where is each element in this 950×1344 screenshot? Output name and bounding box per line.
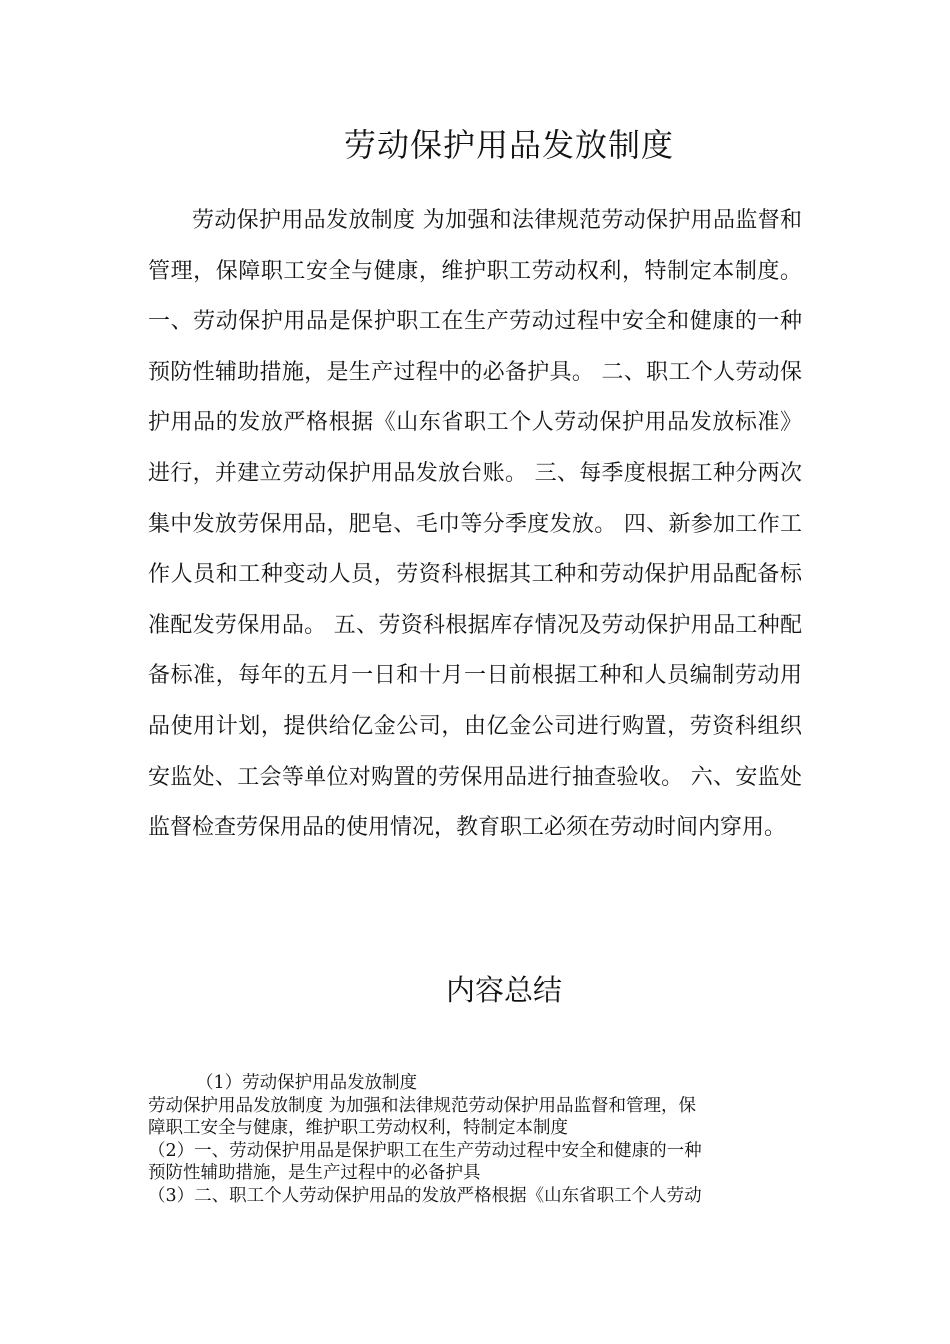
summary-heading: （1）劳动保护用品发放制度 <box>196 1073 418 1093</box>
summary-line: （2）一、劳动保护用品是保护职工在生产劳动过程中安全和健康的一种 <box>148 1140 702 1161</box>
summary-title: 内容总结 <box>445 973 562 1007</box>
summary-line: 劳动保护用品发放制度 为加强和法律规范劳动保护用品监督和管理，保 <box>148 1095 697 1116</box>
document-body: 劳动保护用品发放制度 为加强和法律规范劳动保护用品监督和管理，保障职工安全与健康，维护职工劳动权利，特制定本制度。 一、劳动保护用品是保护职工在生产劳动过程中安全和健康的一种预防性辅助措施，是生产过程中的必备护具。 二、职工个人劳动保护用品的发放严格根据《山东省职工个人劳动保护用品发放标准》进行，并建立劳动保护用品发放台账。 三、每季度根据工种分两次集中发放劳保用品，肥皂、毛巾等分季度发放。 四、新参加工作工作人员和工种变动人员，劳资科根据其工种和劳动保护用品配备标准配发劳保用品。 五、劳资科根据库存情况及劳动保护用品工种配备标准，每年的五月一日和十月一日前根据工种和人员编制劳动用品使用计划，提供给亿金公司，由亿金公司进行购置，劳资科组织安监处、工会等单位对购置的劳保用品进行抽查验收。 六、安监处监督检查劳保用品的使用情况，教育职工必须在劳动时间内穿用。 <box>148 208 802 841</box>
document-title: 劳动保护用品发放制度 <box>343 126 674 164</box>
summary-line: （3）二、职工个人劳动保护用品的发放严格根据《山东省职工个人劳动 <box>148 1185 702 1206</box>
summary-line: 障职工安全与健康，维护职工劳动权利，特制定本制度 <box>148 1118 568 1138</box>
summary-block <box>148 1072 802 1207</box>
summary-line: 预防性辅助措施，是生产过程中的必备护具 <box>148 1163 481 1183</box>
